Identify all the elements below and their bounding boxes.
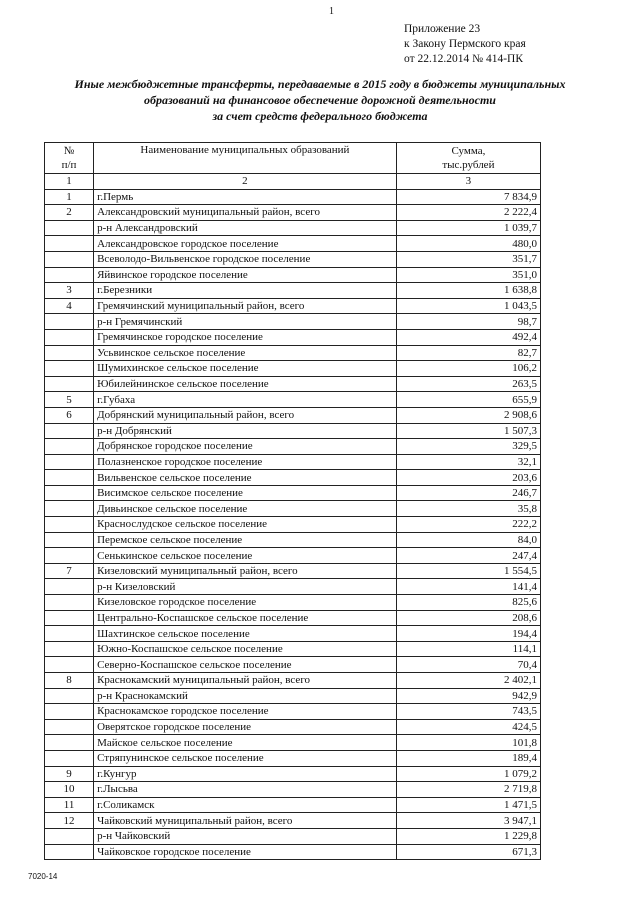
row-sum-cell: 351,7 xyxy=(396,251,540,267)
row-num-cell xyxy=(45,267,94,283)
row-num-cell xyxy=(45,735,94,751)
index-col-2: 2 xyxy=(94,174,397,190)
row-name-cell: Майское сельское поселение xyxy=(94,735,397,751)
table-row xyxy=(45,828,541,844)
index-col-1: 1 xyxy=(45,174,94,190)
row-num-cell xyxy=(45,517,94,533)
row-name-cell: Стряпунинское сельское поселение xyxy=(94,750,397,766)
row-sum-cell: 84,0 xyxy=(396,532,540,548)
table-row xyxy=(45,719,541,735)
table-row xyxy=(45,205,541,221)
row-num-cell: 10 xyxy=(45,782,94,798)
table-row xyxy=(45,283,541,299)
table-row xyxy=(45,485,541,501)
table-row xyxy=(45,813,541,829)
row-sum-cell: 2 222,4 xyxy=(396,205,540,221)
row-name-cell: Кизеловский муниципальный район, всего xyxy=(94,563,397,579)
row-sum-cell: 671,3 xyxy=(396,844,540,860)
footer-code: 7020-14 xyxy=(28,872,58,881)
table-row xyxy=(45,376,541,392)
row-sum-cell: 1 507,3 xyxy=(396,423,540,439)
appendix-line-1: Приложение 23 xyxy=(404,23,481,35)
table-row xyxy=(45,314,541,330)
row-num-cell xyxy=(45,610,94,626)
row-sum-cell: 32,1 xyxy=(396,454,540,470)
row-sum-cell: 106,2 xyxy=(396,361,540,377)
row-num-cell: 11 xyxy=(45,797,94,813)
row-sum-cell: 2 402,1 xyxy=(396,673,540,689)
row-name-cell: г.Лысьва xyxy=(94,782,397,798)
row-name-cell: г.Березники xyxy=(94,283,397,299)
header-sum xyxy=(396,143,540,174)
table-row xyxy=(45,439,541,455)
table-row xyxy=(45,407,541,423)
row-sum-cell: 1 229,8 xyxy=(396,828,540,844)
table-row xyxy=(45,548,541,564)
row-name-cell: Вильвенское сельское поселение xyxy=(94,470,397,486)
row-name-cell: Яйвинское городское поселение xyxy=(94,267,397,283)
table-row xyxy=(45,220,541,236)
row-sum-cell: 480,0 xyxy=(396,236,540,252)
row-sum-cell: 208,6 xyxy=(396,610,540,626)
table-row xyxy=(45,532,541,548)
row-num-cell xyxy=(45,485,94,501)
header-num xyxy=(45,143,94,174)
row-num-cell: 5 xyxy=(45,392,94,408)
row-sum-cell: 743,5 xyxy=(396,704,540,720)
row-sum-cell: 101,8 xyxy=(396,735,540,751)
row-num-cell xyxy=(45,579,94,595)
row-name-cell: г.Кунгур xyxy=(94,766,397,782)
row-sum-cell: 194,4 xyxy=(396,626,540,642)
appendix-line-2: к Закону Пермского края xyxy=(404,38,526,50)
title-line-3: за счет средств федерального бюджета xyxy=(212,109,428,123)
table-row xyxy=(45,361,541,377)
row-num-cell: 2 xyxy=(45,205,94,221)
table-row xyxy=(45,610,541,626)
row-name-cell: Краснослудское сельское поселение xyxy=(94,517,397,533)
row-num-cell xyxy=(45,220,94,236)
row-num-cell xyxy=(45,626,94,642)
row-name-cell: Краснокамский муниципальный район, всего xyxy=(94,673,397,689)
row-sum-cell: 98,7 xyxy=(396,314,540,330)
row-num-cell xyxy=(45,470,94,486)
table-row xyxy=(45,517,541,533)
row-name-cell: Шахтинское сельское поселение xyxy=(94,626,397,642)
row-num-cell xyxy=(45,844,94,860)
row-sum-cell: 1 043,5 xyxy=(396,298,540,314)
row-sum-cell: 7 834,9 xyxy=(396,189,540,205)
row-sum-cell: 141,4 xyxy=(396,579,540,595)
row-num-cell xyxy=(45,688,94,704)
row-sum-cell: 2 719,8 xyxy=(396,782,540,798)
table-row xyxy=(45,595,541,611)
table-row xyxy=(45,189,541,205)
appendix-reference xyxy=(404,22,526,67)
page-number: 1 xyxy=(329,6,334,17)
row-name-cell: Чайковское городское поселение xyxy=(94,844,397,860)
row-name-cell: Висимское сельское поселение xyxy=(94,485,397,501)
row-num-cell: 3 xyxy=(45,283,94,299)
table-row xyxy=(45,657,541,673)
row-num-cell xyxy=(45,828,94,844)
row-name-cell: Кизеловское городское поселение xyxy=(94,595,397,611)
row-name-cell: Чайковский муниципальный район, всего xyxy=(94,813,397,829)
row-name-cell: Усьвинское сельское поселение xyxy=(94,345,397,361)
row-num-cell xyxy=(45,657,94,673)
row-num-cell xyxy=(45,345,94,361)
row-num-cell: 6 xyxy=(45,407,94,423)
title-line-1: Иные межбюджетные трансферты, передаваемые в 2015 году в бюджеты муниципальных xyxy=(74,77,566,91)
row-name-cell: Александровское городское поселение xyxy=(94,236,397,252)
row-num-cell: 9 xyxy=(45,766,94,782)
row-sum-cell: 3 947,1 xyxy=(396,813,540,829)
row-sum-cell: 114,1 xyxy=(396,641,540,657)
table-row xyxy=(45,641,541,657)
row-sum-cell: 655,9 xyxy=(396,392,540,408)
row-num-cell: 1 xyxy=(45,189,94,205)
row-num-cell xyxy=(45,750,94,766)
header-sum-line-1: Сумма, xyxy=(451,145,486,157)
table-row xyxy=(45,267,541,283)
table-row xyxy=(45,423,541,439)
table-row xyxy=(45,345,541,361)
row-num-cell xyxy=(45,501,94,517)
row-name-cell: р-н Краснокамский xyxy=(94,688,397,704)
row-name-cell: р-н Чайковский xyxy=(94,828,397,844)
table-row xyxy=(45,797,541,813)
row-num-cell xyxy=(45,423,94,439)
row-sum-cell: 247,4 xyxy=(396,548,540,564)
row-sum-cell: 263,5 xyxy=(396,376,540,392)
row-name-cell: Добрянский муниципальный район, всего xyxy=(94,407,397,423)
row-name-cell: Шумихинское сельское поселение xyxy=(94,361,397,377)
row-sum-cell: 1 554,5 xyxy=(396,563,540,579)
row-sum-cell: 329,5 xyxy=(396,439,540,455)
appendix-line-3: от 22.12.2014 № 414-ПК xyxy=(404,53,524,65)
row-sum-cell: 35,8 xyxy=(396,501,540,517)
row-name-cell: Добрянское городское поселение xyxy=(94,439,397,455)
row-num-cell xyxy=(45,548,94,564)
table-row xyxy=(45,766,541,782)
row-name-cell: р-н Александровский xyxy=(94,220,397,236)
header-sum-line-2: тыс.рублей xyxy=(442,159,495,171)
row-name-cell: Гремячинское городское поселение xyxy=(94,329,397,345)
row-num-cell xyxy=(45,236,94,252)
table-row xyxy=(45,735,541,751)
row-sum-cell: 351,0 xyxy=(396,267,540,283)
row-name-cell: Гремячинский муниципальный район, всего xyxy=(94,298,397,314)
row-sum-cell: 1 079,2 xyxy=(396,766,540,782)
row-num-cell xyxy=(45,719,94,735)
row-sum-cell: 424,5 xyxy=(396,719,540,735)
row-num-cell xyxy=(45,704,94,720)
row-num-cell xyxy=(45,314,94,330)
row-name-cell: Юбилейнинское сельское поселение xyxy=(94,376,397,392)
table-row xyxy=(45,454,541,470)
table-row xyxy=(45,501,541,517)
row-num-cell xyxy=(45,532,94,548)
document-title xyxy=(40,76,600,124)
index-col-3: 3 xyxy=(396,174,540,190)
row-sum-cell: 1 039,7 xyxy=(396,220,540,236)
table-row xyxy=(45,673,541,689)
row-num-cell: 12 xyxy=(45,813,94,829)
table-row xyxy=(45,563,541,579)
table-header-row xyxy=(45,143,541,174)
table-row xyxy=(45,704,541,720)
row-sum-cell: 1 471,5 xyxy=(396,797,540,813)
row-name-cell: Краснокамское городское поселение xyxy=(94,704,397,720)
table-body xyxy=(45,189,541,860)
row-sum-cell: 2 908,6 xyxy=(396,407,540,423)
row-sum-cell: 203,6 xyxy=(396,470,540,486)
row-num-cell xyxy=(45,641,94,657)
row-sum-cell: 942,9 xyxy=(396,688,540,704)
row-name-cell: р-н Кизеловский xyxy=(94,579,397,595)
row-num-cell xyxy=(45,251,94,267)
table-row xyxy=(45,844,541,860)
row-name-cell: Оверятское городское поселение xyxy=(94,719,397,735)
table-row xyxy=(45,579,541,595)
column-index-row xyxy=(45,174,541,190)
row-name-cell: Полазненское городское поселение xyxy=(94,454,397,470)
table-row xyxy=(45,392,541,408)
row-num-cell xyxy=(45,361,94,377)
row-sum-cell: 246,7 xyxy=(396,485,540,501)
row-name-cell: Южно-Коспашское сельское поселение xyxy=(94,641,397,657)
row-sum-cell: 82,7 xyxy=(396,345,540,361)
header-num-line-2: п/п xyxy=(61,159,77,171)
row-name-cell: р-н Добрянский xyxy=(94,423,397,439)
row-num-cell xyxy=(45,595,94,611)
row-name-cell: Перемское сельское поселение xyxy=(94,532,397,548)
table-row xyxy=(45,782,541,798)
table-row xyxy=(45,626,541,642)
header-num-line-1: № xyxy=(63,145,75,157)
row-num-cell: 8 xyxy=(45,673,94,689)
row-num-cell: 7 xyxy=(45,563,94,579)
row-name-cell: Сенькинское сельское поселение xyxy=(94,548,397,564)
row-num-cell xyxy=(45,376,94,392)
transfers-table xyxy=(44,142,541,860)
row-sum-cell: 492,4 xyxy=(396,329,540,345)
table-row xyxy=(45,688,541,704)
title-line-2: образований на финансовое обеспечение дорожной деятельности xyxy=(144,93,496,107)
row-name-cell: Северно-Коспашское сельское поселение xyxy=(94,657,397,673)
row-sum-cell: 825,6 xyxy=(396,595,540,611)
row-name-cell: Дивьинское сельское поселение xyxy=(94,501,397,517)
table-row xyxy=(45,329,541,345)
row-sum-cell: 189,4 xyxy=(396,750,540,766)
table-row xyxy=(45,470,541,486)
row-num-cell: 4 xyxy=(45,298,94,314)
row-sum-cell: 70,4 xyxy=(396,657,540,673)
row-name-cell: Александровский муниципальный район, всего xyxy=(94,205,397,221)
table-row xyxy=(45,750,541,766)
row-name-cell: г.Губаха xyxy=(94,392,397,408)
table-row xyxy=(45,251,541,267)
row-num-cell xyxy=(45,454,94,470)
table-row xyxy=(45,236,541,252)
row-name-cell: Всеволодо-Вильвенское городское поселение xyxy=(94,251,397,267)
row-sum-cell: 1 638,8 xyxy=(396,283,540,299)
row-name-cell: Центрально-Коспашское сельское поселение xyxy=(94,610,397,626)
header-name: Наименование муниципальных образований xyxy=(94,143,397,174)
table-row xyxy=(45,298,541,314)
row-name-cell: р-н Гремячинский xyxy=(94,314,397,330)
row-name-cell: г.Пермь xyxy=(94,189,397,205)
row-num-cell xyxy=(45,439,94,455)
row-num-cell xyxy=(45,329,94,345)
row-name-cell: г.Соликамск xyxy=(94,797,397,813)
row-sum-cell: 222,2 xyxy=(396,517,540,533)
